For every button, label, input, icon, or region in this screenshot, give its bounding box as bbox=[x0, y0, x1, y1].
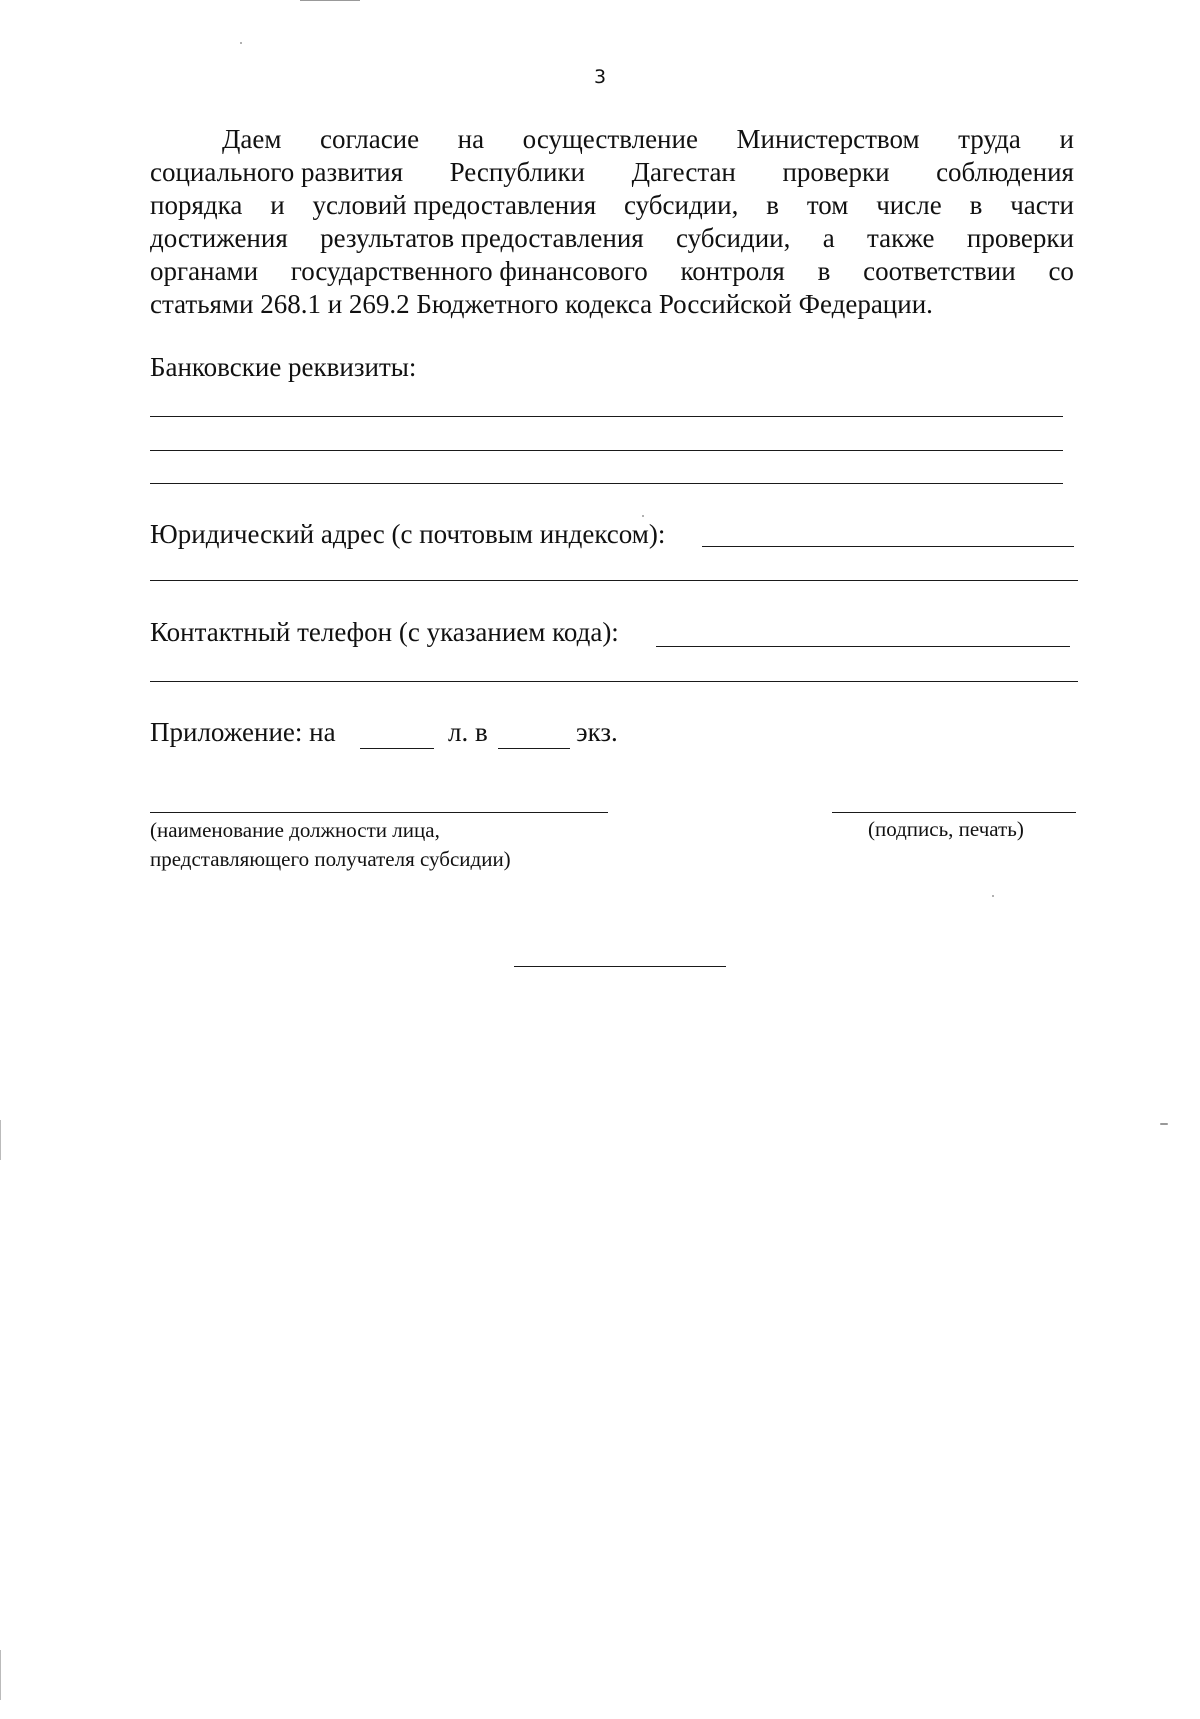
sheets-count-line[interactable] bbox=[360, 748, 434, 749]
paragraph-line bbox=[150, 255, 1074, 288]
word: государственного финансового bbox=[290, 256, 648, 286]
word: соответствии bbox=[863, 256, 1016, 286]
bank-details-line[interactable] bbox=[150, 450, 1063, 451]
word: а bbox=[822, 223, 835, 253]
scan-speck bbox=[642, 515, 644, 517]
signature-line[interactable] bbox=[832, 812, 1076, 813]
attachment-prefix: Приложение: на bbox=[150, 717, 336, 747]
word: в bbox=[817, 256, 831, 286]
word: числе bbox=[876, 190, 942, 220]
paragraph-line bbox=[150, 156, 1074, 189]
consent-paragraph bbox=[150, 123, 1074, 321]
word: контроля bbox=[680, 256, 785, 286]
bank-details-line[interactable] bbox=[150, 416, 1063, 417]
paragraph-line bbox=[150, 123, 1074, 156]
signature-caption: (подпись, печать) bbox=[868, 817, 1024, 841]
paragraph-line bbox=[150, 222, 1074, 255]
word: на bbox=[457, 124, 485, 154]
closing-separator bbox=[514, 966, 726, 967]
word: согласие bbox=[320, 124, 420, 154]
word: осуществление bbox=[522, 124, 698, 154]
scan-speck bbox=[1160, 1123, 1168, 1125]
word: части bbox=[1010, 190, 1074, 220]
bank-details-label: Банковские реквизиты: bbox=[150, 352, 417, 382]
scan-speck bbox=[992, 895, 994, 897]
word: в bbox=[969, 190, 983, 220]
paragraph-line bbox=[150, 288, 1074, 321]
word: достижения bbox=[150, 223, 288, 253]
legal-address-line[interactable] bbox=[150, 580, 1078, 581]
word: также bbox=[867, 223, 935, 253]
legal-address-label: Юридический адрес (с почтовым индексом): bbox=[150, 519, 666, 549]
contact-phone-label: Контактный телефон (с указанием кода): bbox=[150, 617, 619, 647]
word: субсидии, bbox=[624, 190, 739, 220]
word: проверки bbox=[966, 223, 1074, 253]
word: Даем bbox=[222, 124, 282, 154]
word: Дагестан bbox=[631, 157, 736, 187]
word: и bbox=[270, 190, 285, 220]
word: в bbox=[766, 190, 779, 220]
word: органами bbox=[150, 256, 259, 286]
word: статьями 268.1 и 269.2 Бюджетного кодекса Российской Федерации. bbox=[150, 289, 933, 319]
word: условий предоставления bbox=[312, 190, 597, 220]
word: порядка bbox=[150, 190, 243, 220]
scan-edge-artifact bbox=[0, 1120, 1, 1160]
position-caption-line1: (наименование должности лица, bbox=[150, 818, 440, 842]
contact-phone-line[interactable] bbox=[656, 646, 1070, 647]
scan-speck bbox=[240, 42, 242, 44]
position-title-line[interactable] bbox=[150, 812, 608, 813]
word: Министерством bbox=[736, 124, 920, 154]
position-caption-line2: представляющего получателя субсидии) bbox=[150, 847, 511, 871]
word: проверки bbox=[782, 157, 890, 187]
bank-details-line[interactable] bbox=[150, 483, 1063, 484]
legal-address-line[interactable] bbox=[702, 546, 1074, 547]
contact-phone-line[interactable] bbox=[150, 681, 1078, 682]
word: соблюдения bbox=[936, 157, 1074, 187]
word: труда bbox=[958, 124, 1021, 154]
word: том bbox=[806, 190, 849, 220]
scan-edge-artifact bbox=[0, 1650, 1, 1700]
word: и bbox=[1059, 124, 1074, 154]
page-number: 3 bbox=[594, 66, 607, 88]
attachment-sheets-unit: л. в bbox=[448, 717, 488, 747]
attachment-copies-unit: экз. bbox=[576, 717, 618, 747]
word: результатов предоставления bbox=[320, 223, 644, 253]
word: субсидии, bbox=[676, 223, 791, 253]
word: социального развития bbox=[150, 157, 404, 187]
scan-edge-artifact bbox=[300, 0, 360, 1]
word: со bbox=[1048, 256, 1074, 286]
word: Республики bbox=[449, 157, 586, 187]
copies-count-line[interactable] bbox=[498, 748, 570, 749]
paragraph-line bbox=[150, 189, 1074, 222]
